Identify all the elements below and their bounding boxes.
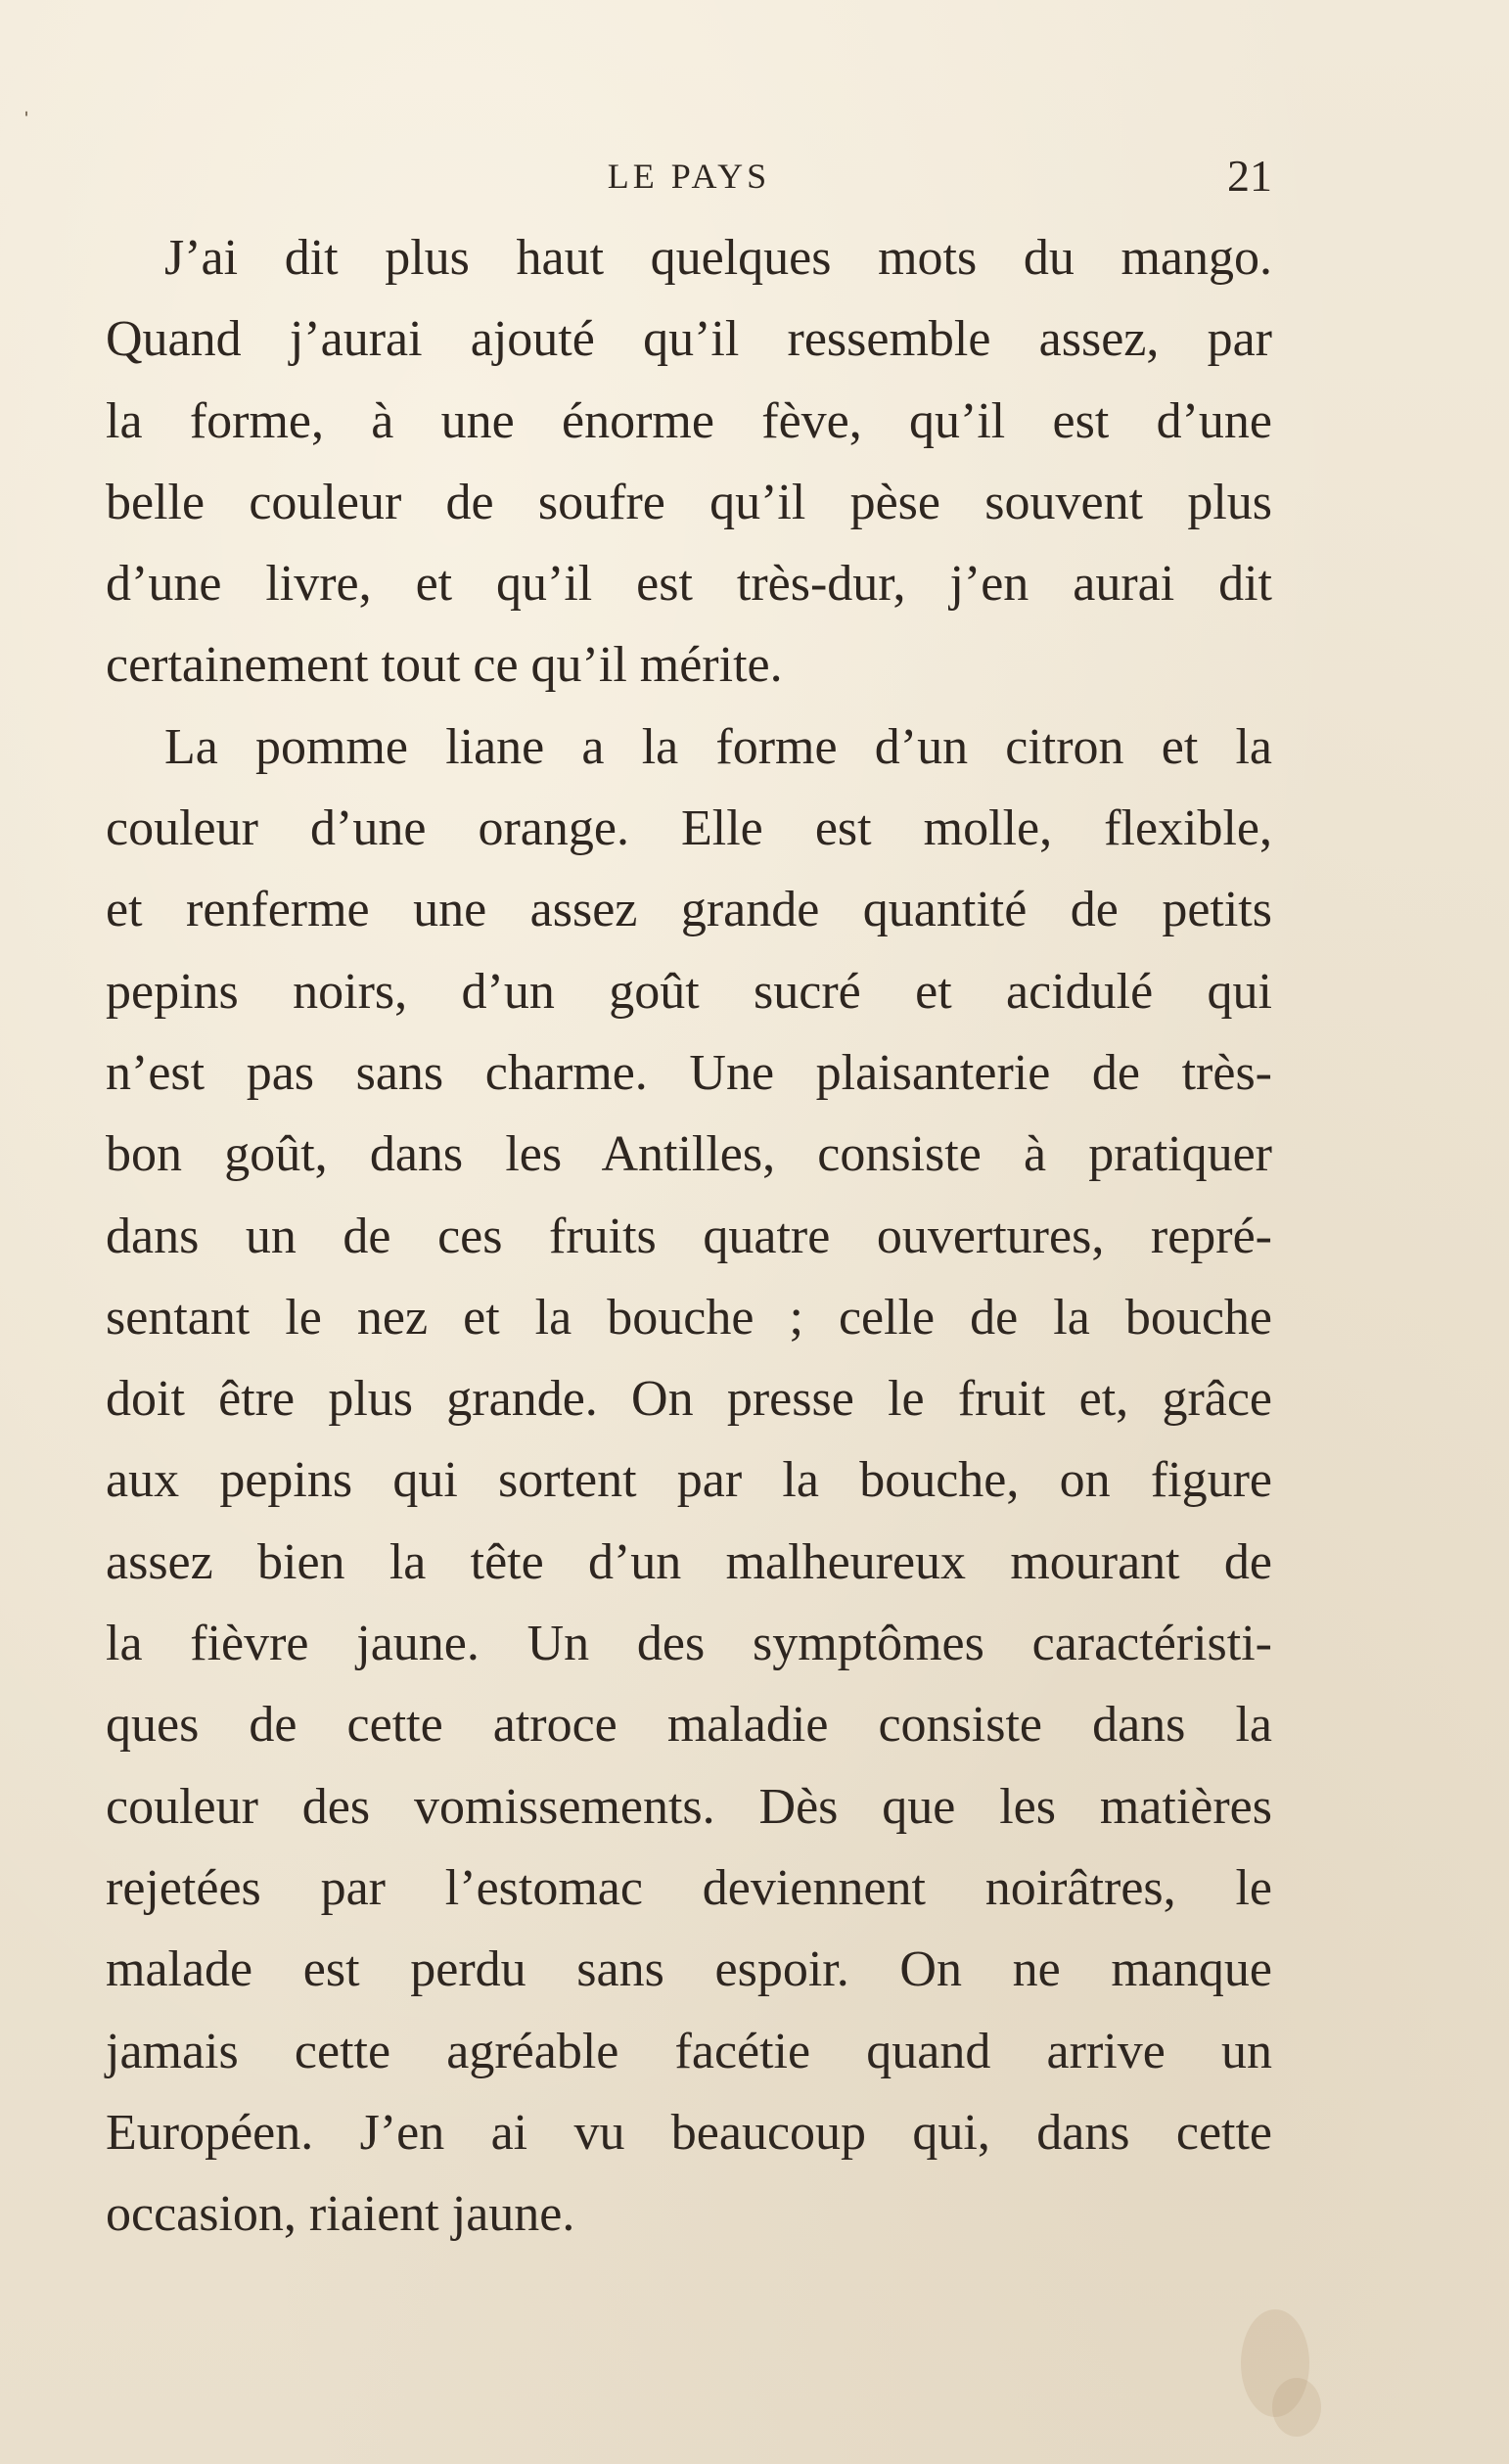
text-line: dans un de ces fruits quatre ouvertures, repré- (106, 1208, 1272, 1264)
corner-mark: ˌ (22, 84, 31, 116)
text-line: malade est perdu sans espoir. On ne manque (106, 1941, 1272, 1998)
text-line: la forme, à une énorme fève, qu’il est d’une (106, 392, 1272, 449)
page-number: 21 (1227, 151, 1272, 201)
text-line: d’une livre, et qu’il est très-dur, j’en aurai dit (106, 556, 1272, 613)
text-line: couleur d’une orange. Elle est molle, flexible, (106, 800, 1272, 857)
text-line: jamais cette agréable facétie quand arrive un (106, 2023, 1272, 2079)
text-line: doit être plus grande. On presse le fruit et, grâce (106, 1371, 1272, 1428)
text-line: n’est pas sans charme. Une plaisanterie de très- (106, 1044, 1272, 1101)
text-line: aux pepins qui sortent par la bouche, on figure (106, 1452, 1272, 1509)
text-line: pepins noirs, d’un goût sucré et acidulé qui (106, 963, 1272, 1020)
paper-stain (1272, 2378, 1321, 2437)
text-line: assez bien la tête d’un malheureux mourant de (106, 1533, 1272, 1590)
text-line: couleur des vomissements. Dès que les matières (106, 1778, 1272, 1835)
text-line: rejetées par l’estomac deviennent noirâtres, le (106, 1859, 1272, 1916)
text-line: Quand j’aurai ajouté qu’il ressemble assez, par (106, 311, 1272, 368)
text-line: belle couleur de soufre qu’il pèse souvent plus (106, 474, 1272, 530)
text-line: J’ai dit plus haut quelques mots du mango. (164, 230, 1272, 286)
running-title: LE PAYS (607, 157, 771, 196)
text-line: La pomme liane a la forme d’un citron et la (164, 718, 1272, 775)
text-line: sentant le nez et la bouche ; celle de la bouche (106, 1289, 1272, 1346)
text-line: Européen. J’en ai vu beaucoup qui, dans cette (106, 2104, 1272, 2161)
text-line: et renferme une assez grande quantité de petits (106, 882, 1272, 938)
body-text (106, 217, 1272, 2255)
text-line: certainement tout ce qu’il mérite. (106, 637, 783, 694)
text-line: la fièvre jaune. Un des symptômes caractéristi- (106, 1616, 1272, 1672)
running-head (106, 147, 1272, 205)
text-line: ques de cette atroce maladie consiste dans la (106, 1697, 1272, 1754)
text-line: bon goût, dans les Antilles, consiste à pratiquer (106, 1126, 1272, 1183)
text-line: occasion, riaient jaune. (106, 2186, 575, 2243)
